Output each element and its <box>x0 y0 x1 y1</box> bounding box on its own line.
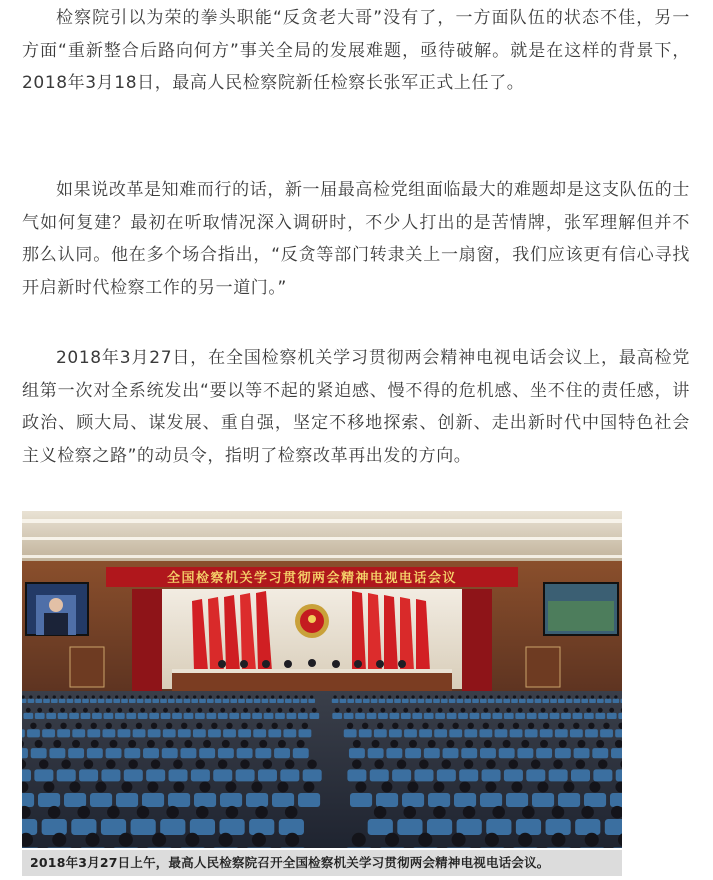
paragraph-3: 2018年3月27日，在全国检察机关学习贯彻两会精神电视电话会议上，最高检党组第一次对全系统发出“要以等不起的紧迫感、慢不得的危机感、坐不住的责任感，讲政治、顾大局、谋发展、重自强，坚定不移地探索、创新、走出新时代中国特色社会主义检察之路”的动员令，指明了检察改革再出发的方向。 <box>22 348 690 466</box>
banner-text: 全国检察机关学习贯彻两会精神电视电话会议 <box>166 571 458 586</box>
photo-caption: 2018年3月27日上午，最高人民检察院召开全国检察机关学习贯彻两会精神电视电话会议。 <box>22 850 622 876</box>
paragraph-1: 检察院引以为荣的拳头职能“反贪老大哥”没有了，一方面队伍的状态不佳，另一方面“重新整合后路向何方”事关全局的发展难题，亟待破解。就是在这样的背景下，2018年3月18日，最高人民检察院新任检察长张军正式上任了。 <box>22 8 690 93</box>
paragraph-2: 如果说改革是知难而行的话，新一届最高检党组面临最大的难题却是这支队伍的士气如何复建？最初在听取情况深入调研时，不少人打出的是苦情牌，张军理解但并不那么认同。他在多个场合指出，“反贪等部门转隶关上一扇窗，我们应该更有信心寻找开启新时代检察工作的另一道门。” <box>22 180 690 298</box>
conference-photo <box>22 511 622 848</box>
